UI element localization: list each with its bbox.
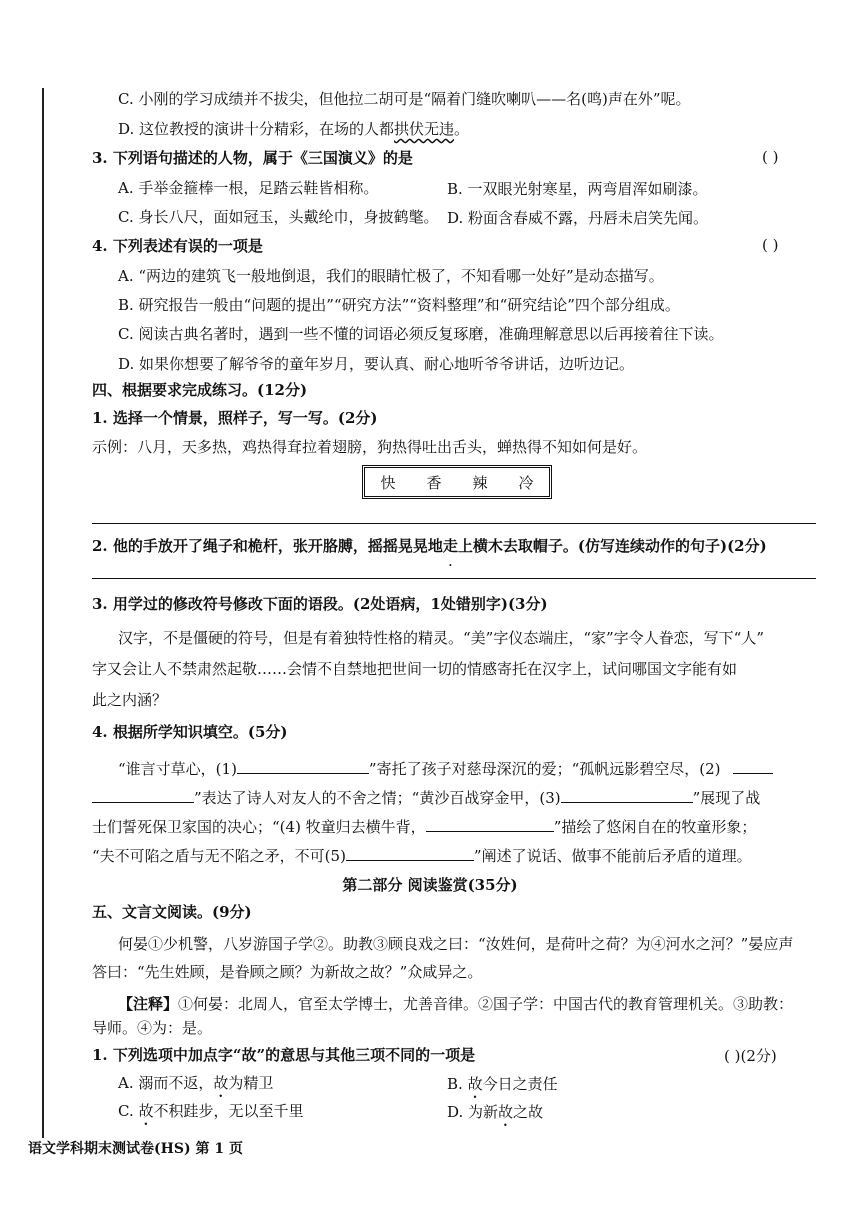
s4-q1-stem: 1. 选择一个情景，照样子，写一写。(2分) [92, 409, 378, 427]
s5-q1-option-a: A. 溺而不返，故为精卫 [118, 1074, 274, 1092]
q3-stem: 3. 下列语句描述的人物，属于《三国演义》的是 [92, 149, 413, 167]
s5-q1-stem: 1. 下列选项中加点字“故”的意思与其他三项不同的一项是 [92, 1046, 476, 1064]
scenario-option: 快 [380, 473, 396, 492]
scenario-choice-box [362, 465, 552, 499]
wavy-underlined-phrase: 拱伏无违 [394, 120, 455, 138]
q4-answer-paren: ( ) [762, 236, 779, 254]
s5-passage-line: 答曰：“先生姓顾，是眷顾之顾？为新故之故？”众咸异之。 [92, 963, 483, 981]
fill-blank[interactable] [237, 757, 369, 774]
s4-q4-line: 士们誓死保卫家国的决心；“(4) 牧童归去横牛背， ”描绘了悠闲自在的牧童形象； [92, 815, 756, 837]
q4-stem: 4. 下列表述有误的一项是 [92, 237, 263, 255]
part2-title: 第二部分 阅读鉴赏(35分) [342, 876, 518, 894]
fill-blank[interactable] [92, 786, 194, 803]
scenario-option: 香 [426, 473, 442, 492]
s4-q3-stem: 3. 用学过的修改符号修改下面的语段。(2处语病，1处错别字)(3分) [92, 595, 548, 613]
s4-q2-stem: 2. 他的手放开了绳子和桅杆，张开胳膊，摇摇晃晃地走上横木去取帽子。(仿写连续动作的句子)(2分) [92, 537, 767, 555]
page-footer: 语文学科期末测试卷(HS) 第 1 页 [28, 1141, 243, 1157]
section4-heading: 四、根据要求完成练习。(12分) [92, 381, 308, 399]
q4-option-a: A. “两边的建筑飞一般地倒退，我们的眼睛忙极了，不知看哪一处好”是动态描写。 [118, 267, 664, 285]
q3-option-d: D. 粉面含春威不露，丹唇未启笑先闻。 [447, 209, 709, 227]
s4-q4-line: “夫不可陷之盾与无不陷之矛，不可(5) ”阐述了说话、做事不能前后矛盾的道理。 [92, 844, 752, 866]
fill-blank[interactable] [346, 844, 474, 861]
s5-q1-answer-paren: ( )(2分) [724, 1047, 777, 1065]
q4-option-d: D. 如果你想要了解爷爷的童年岁月，要认真、耐心地听爷爷讲话，边听边记。 [118, 355, 635, 373]
s5-note-line: 导师。④为：是。 [92, 1019, 213, 1037]
q2-option-c: C. 小刚的学习成绩并不拔尖，但他拉二胡可是“隔着门缝吹喇叭——名(鸣)声在外”呢。 [118, 90, 691, 108]
scenario-option: 冷 [518, 473, 534, 492]
fill-blank[interactable] [426, 815, 554, 832]
s5-q1-option-c: C. 故不积跬步，无以至千里 [118, 1102, 304, 1120]
s5-q1-option-d: D. 为新故之故 [447, 1103, 544, 1121]
q4-option-b: B. 研究报告一般由“问题的提出”“研究方法”“资料整理”和“研究结论”四个部分组成。 [118, 296, 680, 314]
fill-blank[interactable] [733, 757, 773, 774]
q3-answer-paren: ( ) [762, 148, 779, 166]
s4-q4-line: “谁言寸草心，(1) ”寄托了孩子对慈母深沉的爱；“孤帆远影碧空尽，(2) [118, 757, 773, 779]
section5-heading: 五、文言文阅读。(9分) [92, 903, 252, 921]
answer-line [92, 578, 816, 579]
q3-option-b: B. 一双眼光射寒星，两弯眉浑如刷漆。 [447, 180, 708, 198]
s4-q3-passage-line: 汉字，不是僵硬的符号，但是有着独特性格的精灵。“美”字仪态端庄，“家”字令人眷恋，写下“人” [118, 629, 765, 647]
q4-option-c: C. 阅读古典名著时，遇到一些不懂的词语必须反复琢磨，准确理解意思以后再接着往下读。 [118, 325, 724, 343]
s4-q3-passage-line: 字又会让人不禁肃然起敬……会情不自禁地把世间一切的情感寄托在汉字上，试问哪国文字能有如 [92, 660, 738, 678]
s4-q1-example: 示例：八月，天多热，鸡热得耷拉着翅膀，狗热得吐出舌头，蝉热得不知如何是好。 [92, 438, 648, 456]
scenario-option: 辣 [472, 473, 488, 492]
s4-q3-passage-line: 此之内涵？ [92, 691, 168, 709]
s4-q2-dot: · [448, 556, 453, 574]
s4-q4-line: ”表达了诗人对友人的不舍之情；“黄沙百战穿金甲，(3) ”展现了战 [92, 786, 760, 808]
s5-q1-option-b: B. 故今日之责任 [447, 1075, 558, 1093]
q3-option-a: A. 手举金箍棒一根，足踏云鞋皆相称。 [118, 179, 379, 197]
s4-q4-stem: 4. 根据所学知识填空。(5分) [92, 723, 288, 741]
q3-option-c: C. 身长八尺，面如冠玉，头戴纶巾，身披鹤氅。 [118, 208, 439, 226]
binding-margin-line [42, 88, 44, 1138]
fill-blank[interactable] [561, 786, 693, 803]
s5-note-line: 【注释】①何晏：北周人，官至太学博士，尤善音律。②国子学：中国古代的教育管理机关。③助教： [118, 995, 794, 1013]
q2-option-d: D. 这位教授的演讲十分精彩，在场的人都拱伏无违。 [118, 120, 470, 138]
s5-passage-line: 何晏①少机警，八岁游国子学②。助教③顾良戏之曰：“汝姓何，是荷叶之荷？为④河水之河？”晏应声 [118, 935, 794, 953]
answer-line [92, 523, 816, 524]
